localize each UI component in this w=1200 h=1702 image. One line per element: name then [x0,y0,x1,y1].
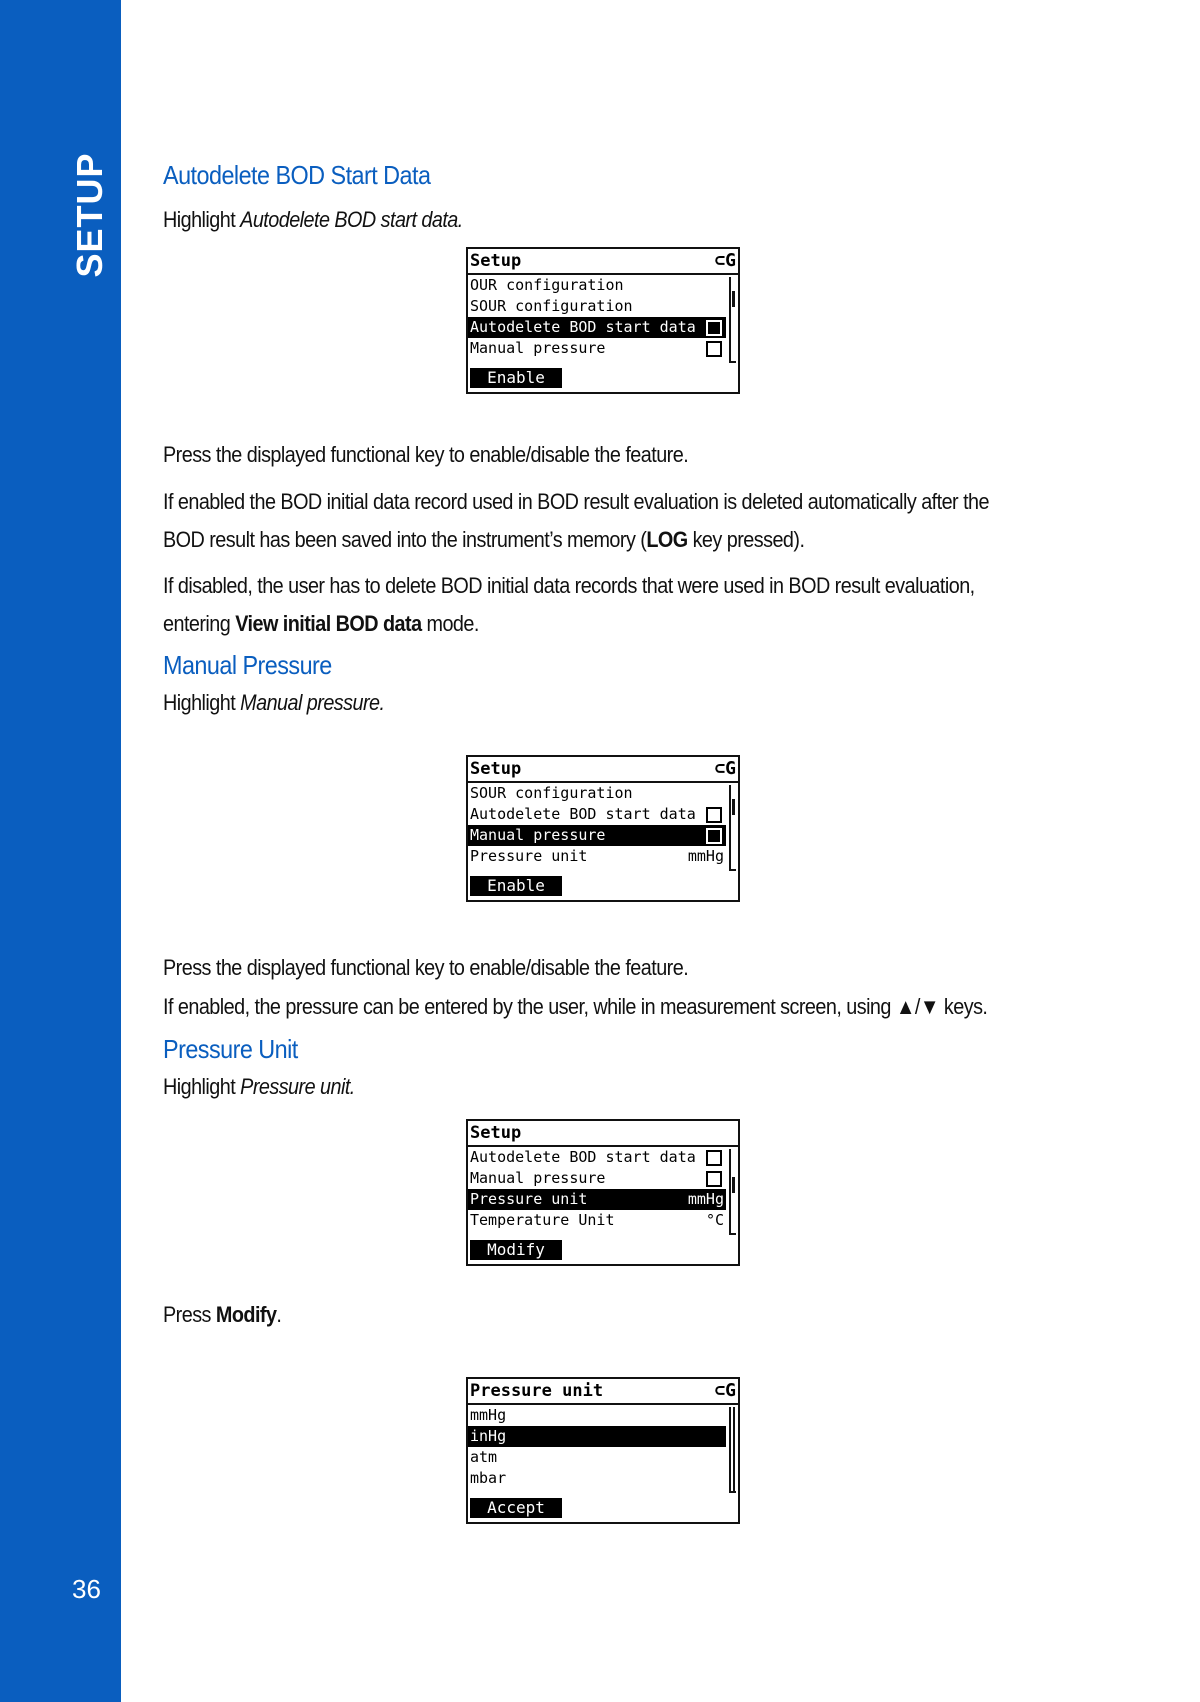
scrollbar[interactable] [729,1407,736,1493]
label: Autodelete BOD start data [470,805,696,823]
label: Manual pressure [470,1169,606,1187]
device-screen-2 [466,755,740,902]
mode-name: View initial BOD data [235,611,422,636]
text: BOD result has been saved into the instrument’s memory ( [163,527,647,552]
text: Highlight [163,1074,241,1099]
label: Manual pressure [470,826,606,844]
scrollbar[interactable] [729,1149,736,1235]
text: key pressed). [687,527,805,552]
heading-pressure-unit: Pressure Unit [163,1034,298,1064]
heading-manual-pressure: Manual Pressure [163,650,332,680]
screen-title [468,249,738,275]
checkbox[interactable] [706,341,722,357]
menu-item[interactable] [468,1147,726,1168]
paragraph: If enabled the BOD initial data record used in BOD result evaluation is deleted automatically after the [163,489,989,514]
menu-item[interactable] [468,338,726,359]
enable-button[interactable]: Enable [470,368,562,388]
label: Temperature Unit [470,1211,615,1229]
menu-item[interactable] [468,804,726,825]
checkbox[interactable] [706,1171,722,1187]
menu-item[interactable]: SOUR configuration [470,297,633,315]
wrench-icon: ⊂G [714,1380,736,1401]
scrollbar-thumb[interactable] [733,1407,735,1491]
section-title: SETUP [69,152,110,278]
instruction [163,1074,355,1100]
paragraph: If disabled, the user has to delete BOD initial data records that were used in BOD result evaluation, [163,573,975,598]
screen-title [468,1121,738,1147]
screen-title [468,1379,738,1405]
title-text: Pressure unit [470,1381,604,1401]
page-number: 36 [72,1574,101,1604]
scrollbar[interactable] [729,785,736,871]
paragraph: Press the displayed functional key to enable/disable the feature. [163,442,689,467]
scrollbar-thumb[interactable] [732,799,735,815]
title-text: Setup [470,1123,522,1143]
checkbox[interactable] [706,807,722,823]
option-item[interactable]: atm [470,1448,498,1466]
item: Pressure unit. [240,1074,355,1099]
menu-item[interactable] [468,1210,726,1231]
heading-autodelete: Autodelete BOD Start Data [163,160,431,190]
label: Pressure unit [470,847,588,865]
scrollbar-thumb[interactable] [732,291,735,307]
label: Autodelete BOD start data [470,318,696,336]
item: Autodelete BOD start data. [240,207,463,232]
text: entering [163,611,236,636]
option-item[interactable]: mbar [470,1469,507,1487]
device-screen-1 [466,247,740,394]
checkbox[interactable] [706,828,722,844]
text: Highlight [163,207,241,232]
accept-button[interactable]: Accept [470,1498,562,1518]
modify-button[interactable]: Modify [470,1240,562,1260]
wrench-icon: ⊂G [714,758,736,779]
item: Manual pressure. [240,690,385,715]
checkbox[interactable] [706,320,722,336]
scrollbar-thumb[interactable] [732,1177,735,1193]
key-name: Modify [215,1302,277,1327]
menu-item-selected[interactable] [468,317,726,338]
label: Autodelete BOD start data [470,1148,696,1166]
device-screen-3 [466,1119,740,1266]
wrench-icon: ⊂G [714,250,736,271]
option-item-selected[interactable]: inHg [468,1426,726,1447]
label: Manual pressure [470,339,606,357]
title-text: Setup [470,759,522,779]
menu-item[interactable] [468,1168,726,1189]
checkbox[interactable] [706,1150,722,1166]
sidebar [0,0,121,1702]
paragraph [163,527,804,553]
device-screen-4 [466,1377,740,1524]
scrollbar[interactable] [729,277,736,363]
instruction [163,690,384,716]
menu-item-selected[interactable] [468,825,726,846]
paragraph: Press the displayed functional key to enable/disable the feature. [163,955,689,980]
text: mode. [421,611,479,636]
menu-item-selected[interactable] [468,1189,726,1210]
text: . [276,1302,282,1327]
text: Highlight [163,690,241,715]
paragraph [163,611,479,637]
screen-title [468,757,738,783]
menu-item[interactable] [468,846,726,867]
value: °C [705,1211,724,1229]
label: Pressure unit [470,1190,588,1208]
paragraph [163,1302,281,1328]
paragraph: If enabled, the pressure can be entered by the user, while in measurement screen, using ▲/▼ keys. [163,994,988,1019]
title-text: Setup [470,251,522,271]
instruction [163,207,463,233]
enable-button[interactable]: Enable [470,876,562,896]
menu-item[interactable]: OUR configuration [470,276,624,294]
option-item[interactable]: mmHg [470,1406,507,1424]
key-name: LOG [646,527,688,552]
text: Press [163,1302,216,1327]
value: mmHg [687,847,724,865]
menu-item[interactable]: SOUR configuration [470,784,633,802]
value: mmHg [687,1190,724,1208]
